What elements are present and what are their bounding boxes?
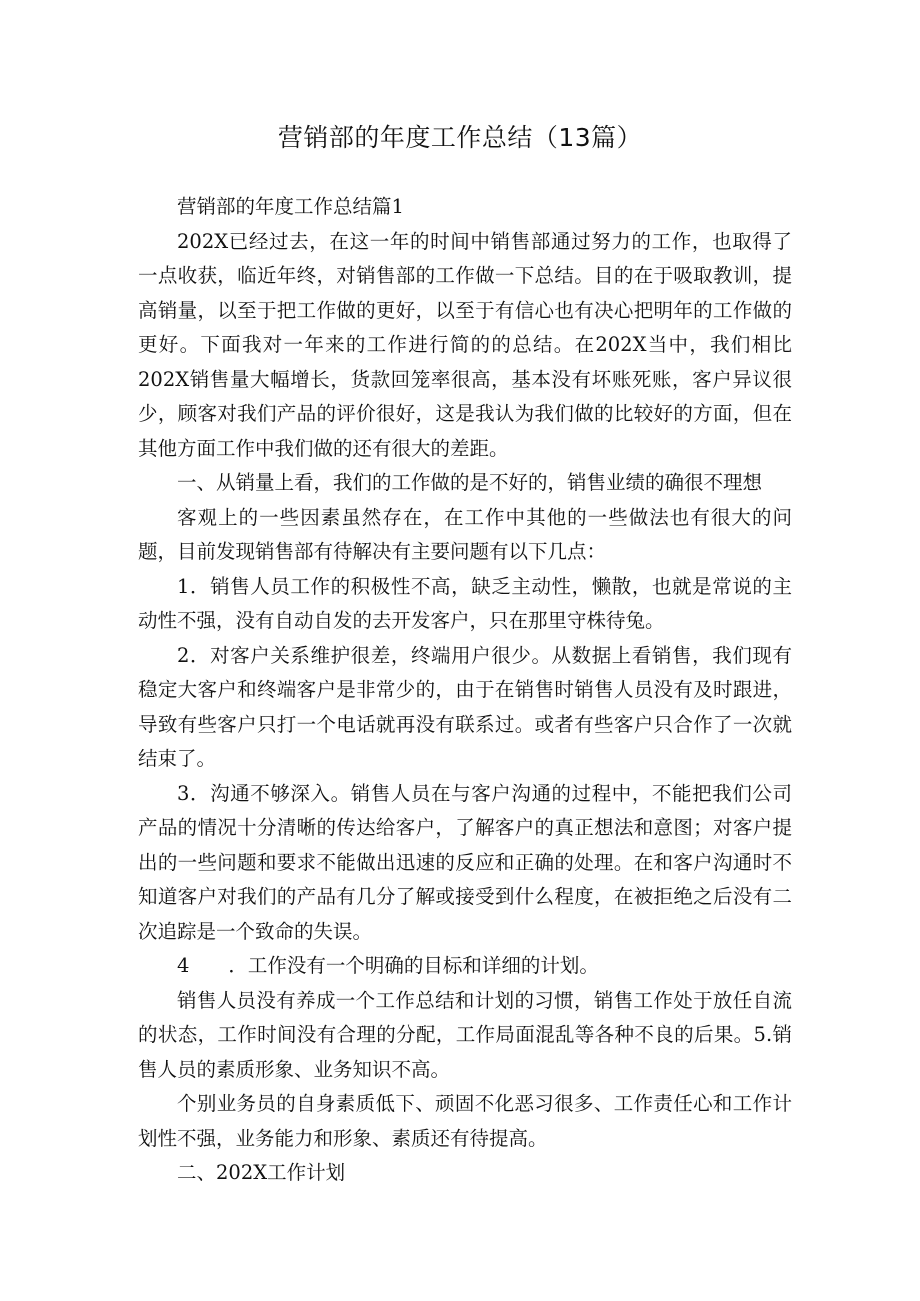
problems-intro-paragraph: 客观上的一些因素虽然存在，在工作中其他的一些做法也有很大的问题，目前发现销售部有待解决有主要问题有以下几点： [138,505,792,563]
problem-item-3: 3．沟通不够深入。销售人员在与客户沟通的过程中，不能把我们公司产品的情况十分清晰的传达给客户，了解客户的真正想法和意图；对客户提出的一些问题和要求不能做出迅速的反应和正确的处理。在和客户沟通时不知道客户对我们的产品有几分了解或接受到什么程度，在被拒绝之后没有二次追踪是一个致命的失误。 [138,781,792,943]
problem-item-4: 4 ．工作没有一个明确的目标和详细的计划。 [177,954,599,977]
problem-item-1: 1．销售人员工作的积极性不高，缺乏主动性，懒散，也就是常说的主动性不强，没有自动自发的去开发客户，只在那里守株待兔。 [138,574,792,632]
document-title: 营销部的年度工作总结（13篇） [277,123,643,152]
problem-item-2: 2．对客户关系维护很差，终端用户很少。从数据上看销售，我们现有稳定大客户和终端客户是非常少的，由于在销售时销售人员没有及时跟进，导致有些客户只打一个电话就再没有联系过。或者有些客户只合作了一次就结束了。 [138,643,792,770]
intro-paragraph: 202X已经过去，在这一年的时间中销售部通过努力的工作，也取得了一点收获，临近年终，对销售部的工作做一下总结。目的在于吸取教训，提高销量，以至于把工作做的更好，以至于有信心也有决心把明年的工作做的更好。下面我对一年来的工作进行简的的总结。在202X当中，我们相比202X销售量大幅增长，货款回笼率很高，基本没有坏账死账，客户异议很少，顾客对我们产品的评价很好，这是我认为我们做的比较好的方面，但在其他方面工作中我们做的还有很大的差距。 [138,229,792,460]
section-heading: 营销部的年度工作总结篇1 [177,195,404,218]
problem-item-4-detail: 销售人员没有养成一个工作总结和计划的习惯，销售工作处于放任自流的状态，工作时间没有合理的分配，工作局面混乱等各种不良的后果。5.销售人员的素质形象、业务知识不高。 [138,988,792,1081]
problem-item-5-detail: 个别业务员的自身素质低下、顽固不化恶习很多、工作责任心和工作计划性不强，业务能力和形象、素质还有待提高。 [138,1092,792,1150]
subheading-sales-volume: 一、从销量上看，我们的工作做的是不好的，销售业绩的确很不理想 [177,471,763,494]
document-body [138,190,792,1191]
subheading-work-plan: 二、202X工作计划 [177,1161,346,1184]
